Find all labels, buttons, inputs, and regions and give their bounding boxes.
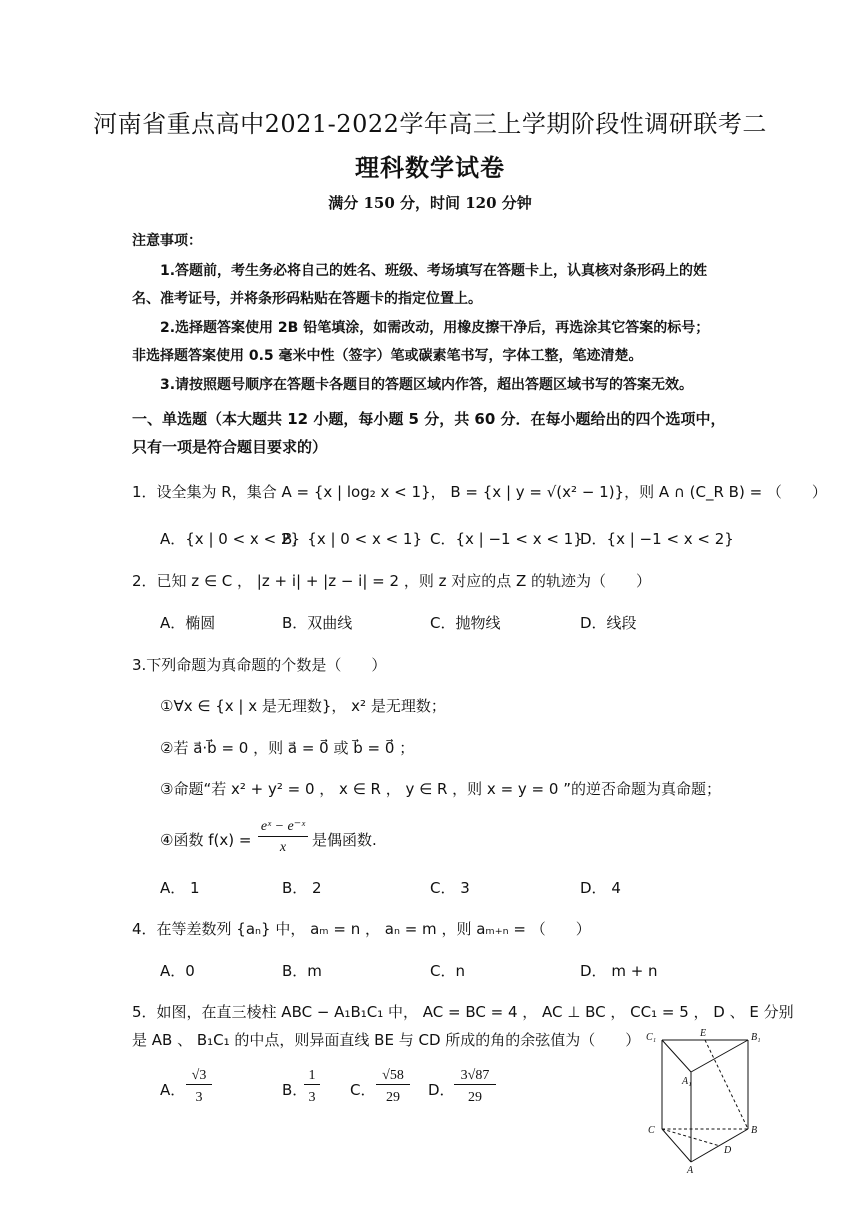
label-c: C	[648, 1125, 655, 1136]
exam-subtitle: 理科数学试卷	[355, 153, 505, 182]
question-5-option-d-denominator: 29	[468, 1090, 482, 1105]
edge-c1-a1	[662, 1040, 691, 1072]
question-5-option-d-numerator: 3√87	[454, 1068, 496, 1085]
question-5-option-a-label: A．	[160, 1081, 186, 1099]
question-3-statement-3: ③命题“若 x² + y² = 0 ， x ∈ R ， y ∈ R ，则 x = y = 0 ”的逆否命题为真命题；	[160, 780, 721, 798]
question-4-option-d: D． m + n	[580, 962, 658, 980]
question-3-statement-2: ②若 a⃗·b⃗ = 0 ，则 a⃗ = 0⃗ 或 b⃗ = 0⃗ ；	[160, 739, 415, 757]
question-5-option-b-denominator: 3	[308, 1090, 316, 1105]
question-5-option-d-label: D．	[428, 1081, 455, 1099]
question-1-option-c: C．{x | −1 < x < 1}	[430, 530, 583, 548]
notice-item-1-line-1: 1.答题前，考生务必将自己的姓名、班级、考场填写在答题卡上，认真核对条形码上的姓	[160, 263, 708, 279]
question-3-statement-4-denominator: x	[279, 840, 287, 855]
notice-item-2-line-2: 非选择题答案使用 0.5 毫米中性（签字）笔或碳素笔书写，字体工整，笔迹清楚。	[132, 348, 643, 364]
question-3-option-d: D． 4	[580, 879, 621, 897]
question-4-stem: 4．在等差数列 {aₙ} 中， aₘ = n ， aₙ = m ，则 aₘ₊ₙ = （ ）	[132, 920, 591, 938]
edge-c-a	[662, 1129, 691, 1162]
question-5-option-b-numerator: 1	[304, 1068, 320, 1085]
notice-heading: 注意事项：	[132, 233, 202, 249]
edge-b-a	[691, 1129, 748, 1162]
notice-item-3: 3.请按照题号顺序在答题卡各题目的答题区域内作答，超出答题区域书写的答案无效。	[160, 377, 694, 393]
question-1-option-a: A．{x | 0 < x < 2}	[160, 530, 300, 548]
label-c1: C₁	[646, 1032, 657, 1043]
section-heading-line-1: 一、单选题（本大题共 12 小题，每小题 5 分，共 60 分．在每小题给出的四个选项中，	[132, 410, 726, 428]
label-b1: B₁	[751, 1032, 761, 1043]
question-5-option-a-denominator: 3	[195, 1090, 203, 1105]
question-3-stem: 3.下列命题为真命题的个数是（ ）	[132, 656, 387, 674]
question-5-option-c-numerator: √58	[376, 1068, 410, 1085]
question-1-option-b: B．{x | 0 < x < 1}	[282, 530, 423, 548]
label-b: B	[751, 1125, 758, 1136]
question-5-line-2: 是 AB 、 B₁C₁ 的中点，则异面直线 BE 与 CD 所成的角的余弦值为（ ）	[132, 1031, 641, 1049]
exam-title: 河南省重点高中2021-2022学年高三上学期阶段性调研联考二	[93, 110, 767, 138]
section-heading-line-2: 只有一项是符合题目要求的）	[132, 438, 328, 456]
question-5-option-b-label: B．	[282, 1081, 308, 1099]
question-3-statement-4-suffix: 是偶函数.	[312, 831, 377, 849]
question-4-option-a: A．0	[160, 962, 195, 980]
label-d: D	[724, 1145, 732, 1156]
question-5-option-c-label: C．	[350, 1081, 376, 1099]
question-5-option-a-numerator: √3	[186, 1068, 212, 1085]
exam-info: 满分 150 分，时间 120 分钟	[328, 194, 532, 212]
question-1-option-d: D．{x | −1 < x < 2}	[580, 530, 734, 548]
question-3-option-c: C． 3	[430, 879, 470, 897]
notice-item-2-line-1: 2.选择题答案使用 2B 铅笔填涂，如需改动，用橡皮擦干净后，再选涂其它答案的标号；	[160, 320, 710, 336]
question-4-option-c: C．n	[430, 962, 465, 980]
hidden-segment-e-b	[705, 1040, 748, 1129]
question-5-option-c-denominator: 29	[386, 1090, 400, 1105]
question-3-option-b: B． 2	[282, 879, 322, 897]
prism-figure	[640, 1026, 770, 1176]
edge-b1-a1	[691, 1040, 748, 1072]
question-2-option-a: A．椭圆	[160, 614, 216, 632]
question-1-stem: 1．设全集为 R，集合 A = {x | log₂ x < 1}， B = {x | y = √(x² − 1)}，则 A ∩ (C_R B) = （ ）	[132, 483, 827, 501]
question-3-option-a: A． 1	[160, 879, 200, 897]
label-e: E	[700, 1028, 707, 1039]
label-a: A	[687, 1165, 694, 1176]
question-5-line-1: 5．如图，在直三棱柱 ABC − A₁B₁C₁ 中， AC = BC = 4 ， AC ⊥ BC ， CC₁ = 5 ， D 、 E 分别	[132, 1003, 794, 1021]
question-2-option-d: D．线段	[580, 614, 637, 632]
label-a1: A₁	[682, 1076, 692, 1087]
question-3-statement-4-numerator: eˣ − e⁻ˣ	[258, 818, 308, 837]
notice-item-1-line-2: 名、准考证号，并将条形码粘贴在答题卡的指定位置上。	[132, 291, 482, 307]
question-2-option-b: B．双曲线	[282, 614, 353, 632]
question-3-statement-1: ①∀x ∈ {x | x 是无理数}， x² 是无理数；	[160, 697, 446, 715]
question-2-option-c: C．抛物线	[430, 614, 501, 632]
question-4-option-b: B．m	[282, 962, 322, 980]
question-2-stem: 2．已知 z ∈ C ， |z + i| + |z − i| = 2 ，则 z 对应的点 Z 的轨迹为（ ）	[132, 572, 652, 590]
question-3-statement-4-prefix: ④函数 f(x) =	[160, 831, 252, 849]
